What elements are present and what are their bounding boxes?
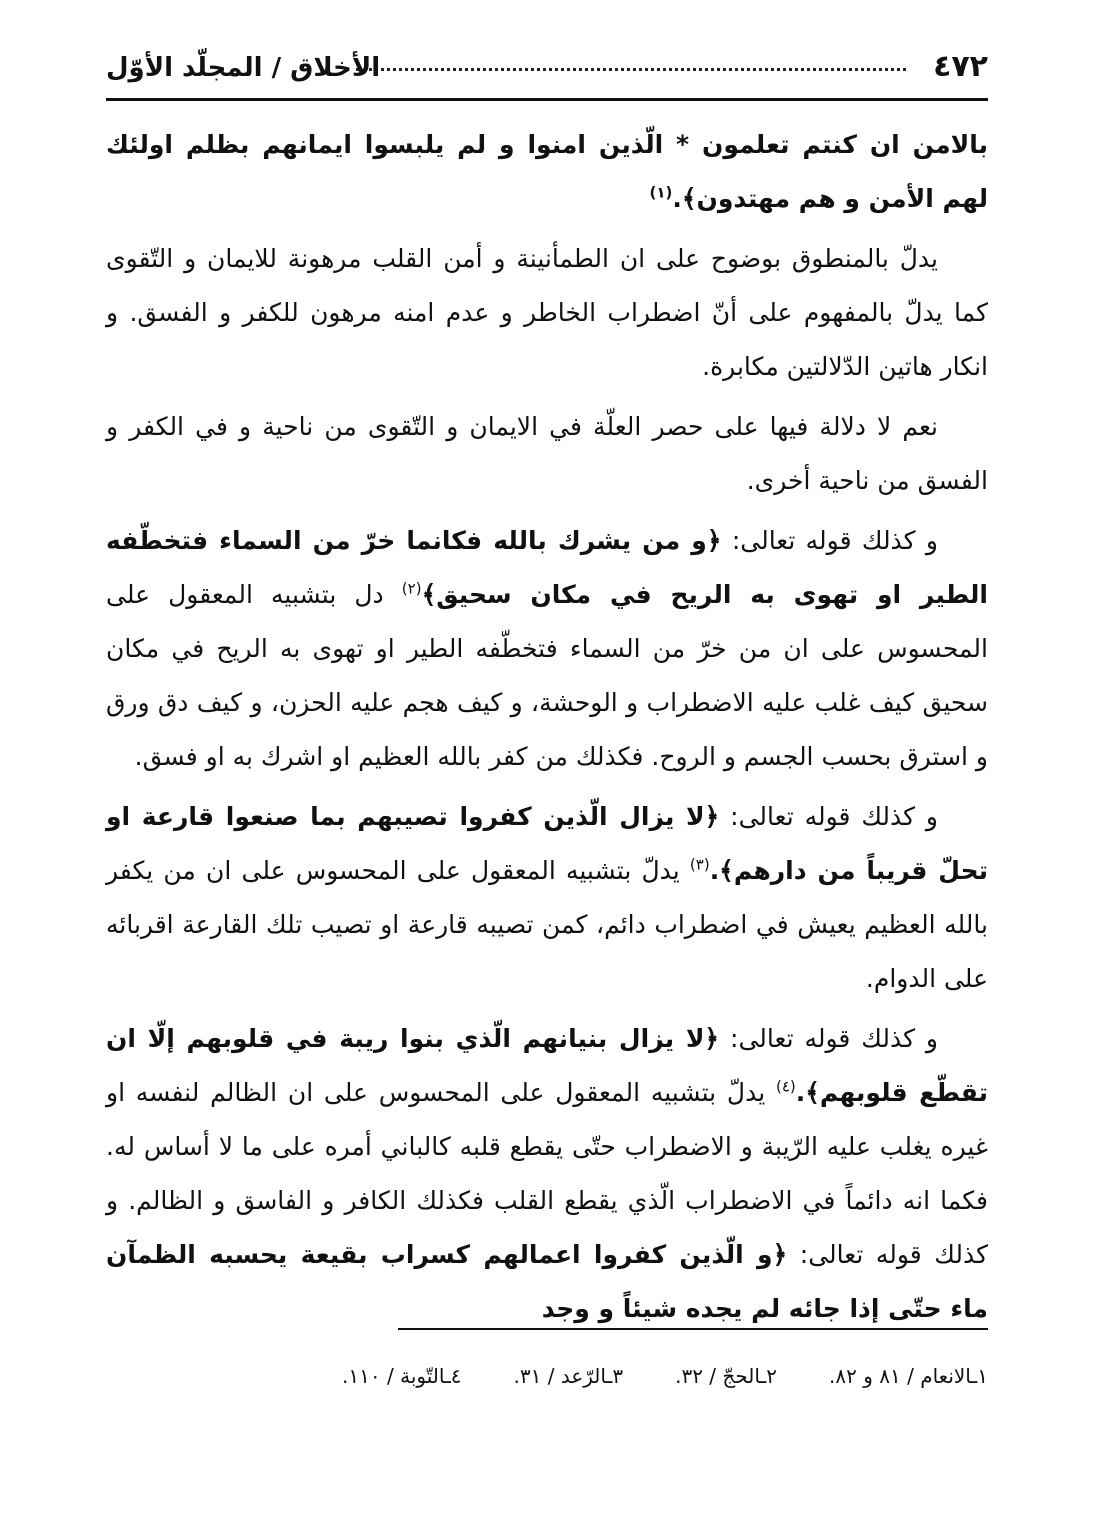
verse-text: ﴿و الّذين كفروا اعمالهم كسراب بقيعة يحسبه الظمآن ماء حتّى إذا جائه لم يجده شيئاً و وجد bbox=[106, 1240, 988, 1323]
footnote: ١ـالانعام / ٨١ و ٨٢. bbox=[829, 1364, 988, 1388]
footnote: ٣ـالرّعد / ٣١. bbox=[513, 1364, 624, 1388]
verse-text: ﴿و من يشرك بالله فكانما خرّ من السماء فتخطّفه الطير او تهوى به الريح في مكان سحيق﴾ bbox=[106, 526, 988, 609]
running-header bbox=[106, 46, 988, 96]
paragraph-text: يدلّ بتشبيه المعقول على المحسوس على ان من يكفر بالله العظيم يعيش في اضطراب دائم، كمن تصيبه قارعة او تصيب تلك القارعة اقربائه على الدوام. bbox=[106, 856, 988, 993]
paragraph: نعم لا دلالة فيها على حصر العلّة في الايمان و التّقوى من ناحية و في الكفر و الفسق من ناحية أخرى. bbox=[106, 412, 988, 495]
verse-text: بالامن ان كنتم تعلمون * الّذين امنوا و لم يلبسوا ايمانهم بظلم اولئك لهم الأمن و هم مهتدون﴾. bbox=[106, 130, 988, 213]
paragraph bbox=[106, 1012, 988, 1336]
header-rule bbox=[106, 98, 988, 101]
body-text bbox=[106, 118, 988, 1342]
paragraph-verse-continuation bbox=[106, 118, 988, 226]
paragraph-intro: و كذلك قوله تعالى: bbox=[721, 526, 938, 555]
footnote-ref: (٣) bbox=[689, 855, 710, 874]
footnote-rule bbox=[398, 1328, 988, 1330]
paragraph-text: دل بتشبيه المعقول على المحسوس على ان من خرّ من السماء فتخطّفه الطير او تهوى به الريح في مكان سحيق كيف غلب عليه الاضطراب و الوحشة، و كيف هجم عليه الحزن، و كيف دق ورق و استرق بحسب الجسم و الروح. فكذلك من كفر بالله العظيم او اشرك به او فسق. bbox=[106, 580, 988, 771]
header-leader-dots bbox=[356, 68, 906, 71]
paragraph-intro: و كذلك قوله تعالى: bbox=[719, 1024, 938, 1053]
verse-text: ﴿لا يزال الّذين كفروا تصيبهم بما صنعوا قارعة او تحلّ قريباً من دارهم﴾. bbox=[106, 802, 988, 885]
verse-text: ﴿لا يزال بنيانهم الّذي بنوا ريبة في قلوبهم إلّا ان تقطّع قلوبهم﴾. bbox=[106, 1024, 988, 1107]
footnote-ref: (٢) bbox=[401, 579, 422, 598]
footnote: ٢ـالحجّ / ٣٢. bbox=[675, 1364, 778, 1388]
paragraph: يدلّ بالمنطوق بوضوح على ان الطمأنينة و أمن القلب مرهونة للايمان و التّقوى كما يدلّ بالمفهوم على أنّ اضطراب الخاطر و عدم امنه مرهون للكفر و الفسق. و انكار هاتين الدّلالتين مكابرة. bbox=[106, 244, 988, 381]
paragraph bbox=[106, 790, 988, 1006]
paragraph-text: يدلّ بتشبيه المعقول على المحسوس على ان الظالم لنفسه او غيره يغلب عليه الرّيبة و الاضطراب حتّى يقطع قلبه كالباني أمره على ما لا أساس له. فكما انه دائماً في الاضطراب الّذي يقطع القلب فكذلك الكافر و الفاسق و الظالم. و كذلك قوله تعالى: bbox=[106, 1078, 988, 1269]
footnote-ref: (١) bbox=[649, 183, 673, 202]
paragraph bbox=[106, 514, 988, 784]
footnote-ref: (٤) bbox=[775, 1077, 796, 1096]
paragraph-intro: و كذلك قوله تعالى: bbox=[719, 802, 938, 831]
footnote: ٤ـالتّوبة / ١١٠. bbox=[342, 1364, 462, 1388]
page-number: ٤٧٢ bbox=[933, 49, 988, 84]
running-title: الأخلاق / المجلّد الأوّل bbox=[106, 53, 381, 83]
footnotes bbox=[160, 1362, 988, 1390]
